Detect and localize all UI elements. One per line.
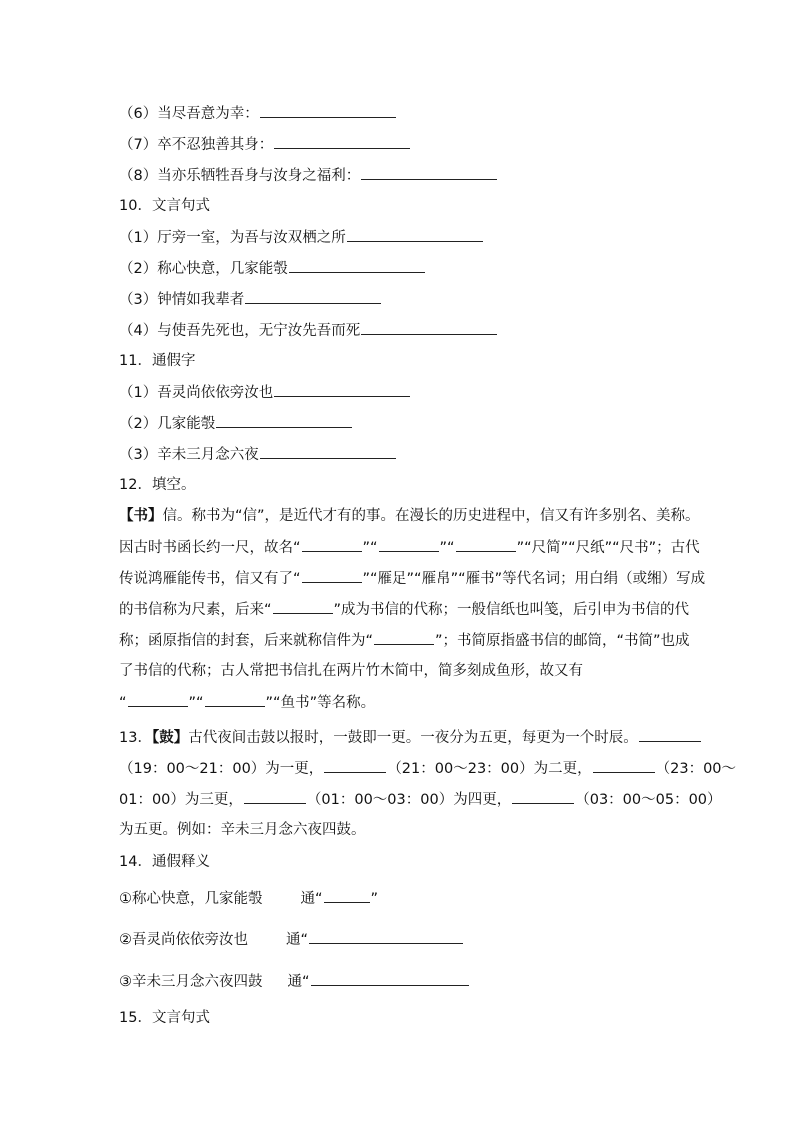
q12-text: ”“雁足”“雁帛”“雁书”等代名词；用白绢（或缃）写成 (362, 571, 706, 587)
q13-line-1 (119, 727, 702, 748)
answer-blank[interactable] (379, 537, 439, 552)
answer-blank[interactable] (128, 692, 188, 707)
answer-blank[interactable] (639, 727, 701, 742)
q10-title: 10．文言句式 (119, 198, 210, 214)
answer-blank[interactable] (361, 165, 497, 180)
q13-line-2 (119, 758, 736, 779)
q12-line-2 (119, 537, 700, 558)
q10-item-2-text: （2）称心快意，几家能彀 (119, 261, 288, 277)
answer-blank[interactable] (274, 382, 410, 397)
answer-blank[interactable] (273, 599, 333, 614)
q12-text: “ (119, 695, 127, 711)
q12-text: ”“尺简”“尺纸”“尺书”；古代 (516, 540, 700, 556)
q13-line-3 (119, 789, 722, 810)
q10-item-4-text: （4）与使吾先死也，无宁汝先吾而死 (119, 323, 361, 339)
q13-text: （01：00～03：00）为四更， (306, 792, 512, 808)
q12-text: 的书信称为尺素，后来“ (119, 602, 272, 618)
answer-blank[interactable] (260, 103, 396, 118)
q13-text: 古代夜间击鼓以报时，一鼓即一更。一夜分为五更，每更为一个时辰。 (188, 730, 638, 746)
answer-blank[interactable] (274, 134, 410, 149)
answer-blank[interactable] (347, 227, 483, 242)
q14-item-2 (119, 929, 464, 950)
answer-blank[interactable] (324, 758, 386, 773)
answer-blank[interactable] (374, 630, 434, 645)
q13-text: （23：00～ (655, 761, 737, 777)
q11-item-1 (119, 382, 411, 403)
q9-item-6 (119, 103, 397, 124)
q15-title: 15．文言句式 (119, 1010, 210, 1026)
q11-title: 11．通假字 (119, 353, 196, 369)
answer-blank[interactable] (216, 413, 352, 428)
q13-number: 13． (119, 730, 152, 746)
answer-blank[interactable] (311, 971, 469, 986)
q14-title: 14．通假释义 (119, 854, 210, 870)
q12-text: 传说鸿雁能传书，信又有了“ (119, 571, 301, 587)
q10-item-4 (119, 320, 498, 341)
q9-item-8 (119, 165, 498, 186)
q13-bracket-label: 【鼓】 (151, 730, 189, 746)
q13-line-4: 为五更。例如：辛未三月念六夜四鼓。 (119, 822, 366, 838)
q12-bracket-label: 【书】 (119, 508, 163, 524)
q12-line-1 (119, 506, 700, 526)
q12-line-7 (119, 692, 375, 713)
q9-item-7-text: （7）卒不忍独善其身： (119, 137, 274, 153)
q14-item-3-text: ③辛未三月念六夜四鼓 (119, 974, 263, 990)
q12-line-5 (119, 630, 690, 651)
q11-item-1-text: （1）吾灵尚依依旁汝也 (119, 385, 274, 401)
q13-text: （19：00～21：00）为一更， (119, 761, 324, 777)
q12-text: ”“鱼书”等名称。 (265, 695, 376, 711)
q10-item-1 (119, 227, 484, 248)
q11-item-3-text: （3）辛未三月念六夜 (119, 447, 259, 463)
q10-item-2 (119, 258, 426, 279)
q13-text: 01：00）为三更， (119, 792, 243, 808)
q14-tong-label: 通“ (286, 932, 309, 948)
answer-blank[interactable] (260, 444, 396, 459)
q12-line-6: 了书信的代称；古人常把书信扎在两片竹木简中，简多刻成鱼形，故又有 (119, 663, 583, 679)
q10-item-3-text: （3）钟情如我辈者 (119, 292, 245, 308)
q10-item-1-text: （1）厅旁一室，为吾与汝双栖之所 (119, 230, 346, 246)
answer-blank[interactable] (302, 537, 362, 552)
q12-text: 因古时书函长约一尺，故名“ (119, 540, 301, 556)
q12-text: 称；函原指信的封套，后来就称信件为“ (119, 633, 374, 649)
answer-blank[interactable] (245, 289, 381, 304)
answer-blank[interactable] (361, 320, 497, 335)
q14-text: ” (370, 891, 379, 907)
q11-item-2 (119, 413, 353, 434)
q13-text: （03：00～05：00） (575, 792, 722, 808)
q12-title: 12．填空。 (119, 477, 196, 493)
q14-item-1 (119, 888, 378, 909)
answer-blank[interactable] (512, 789, 574, 804)
answer-blank[interactable] (302, 568, 362, 583)
q12-text: ”“ (188, 695, 204, 711)
q10-item-3 (119, 289, 382, 310)
q9-item-7 (119, 134, 411, 155)
q12-line-3 (119, 568, 705, 589)
q14-item-2-text: ②吾灵尚依依旁汝也 (119, 932, 248, 948)
q12-text: ”；书简原指盛书信的邮筒，“书简”也成 (435, 633, 690, 649)
q12-text: ”“ (439, 540, 455, 556)
q12-text: ”成为书信的代称；一般信纸也叫笺，后引申为书信的代 (333, 602, 690, 618)
answer-blank[interactable] (205, 692, 265, 707)
answer-blank[interactable] (324, 888, 370, 903)
q9-item-8-text: （8）当亦乐牺牲吾身与汝身之福利： (119, 168, 361, 184)
answer-blank[interactable] (244, 789, 306, 804)
q12-line-4 (119, 599, 689, 620)
answer-blank[interactable] (309, 929, 463, 944)
q12-line-1-text: 信。称书为“信”，是近代才有的事。在漫长的历史进程中，信又有许多别名、美称。 (162, 508, 700, 524)
q11-item-3 (119, 444, 397, 465)
q14-item-3 (119, 971, 470, 992)
q14-tong-label: 通“ (287, 974, 310, 990)
q14-item-1-text: ①称心快意，几家能彀 (119, 891, 263, 907)
q11-item-2-text: （2）几家能彀 (119, 416, 216, 432)
answer-blank[interactable] (289, 258, 425, 273)
answer-blank[interactable] (456, 537, 516, 552)
answer-blank[interactable] (593, 758, 655, 773)
q9-item-6-text: （6）当尽吾意为幸： (119, 106, 259, 122)
q12-text: ”“ (362, 540, 378, 556)
q14-tong-label: 通“ (300, 891, 323, 907)
q13-text: （21：00～23：00）为二更， (387, 761, 592, 777)
